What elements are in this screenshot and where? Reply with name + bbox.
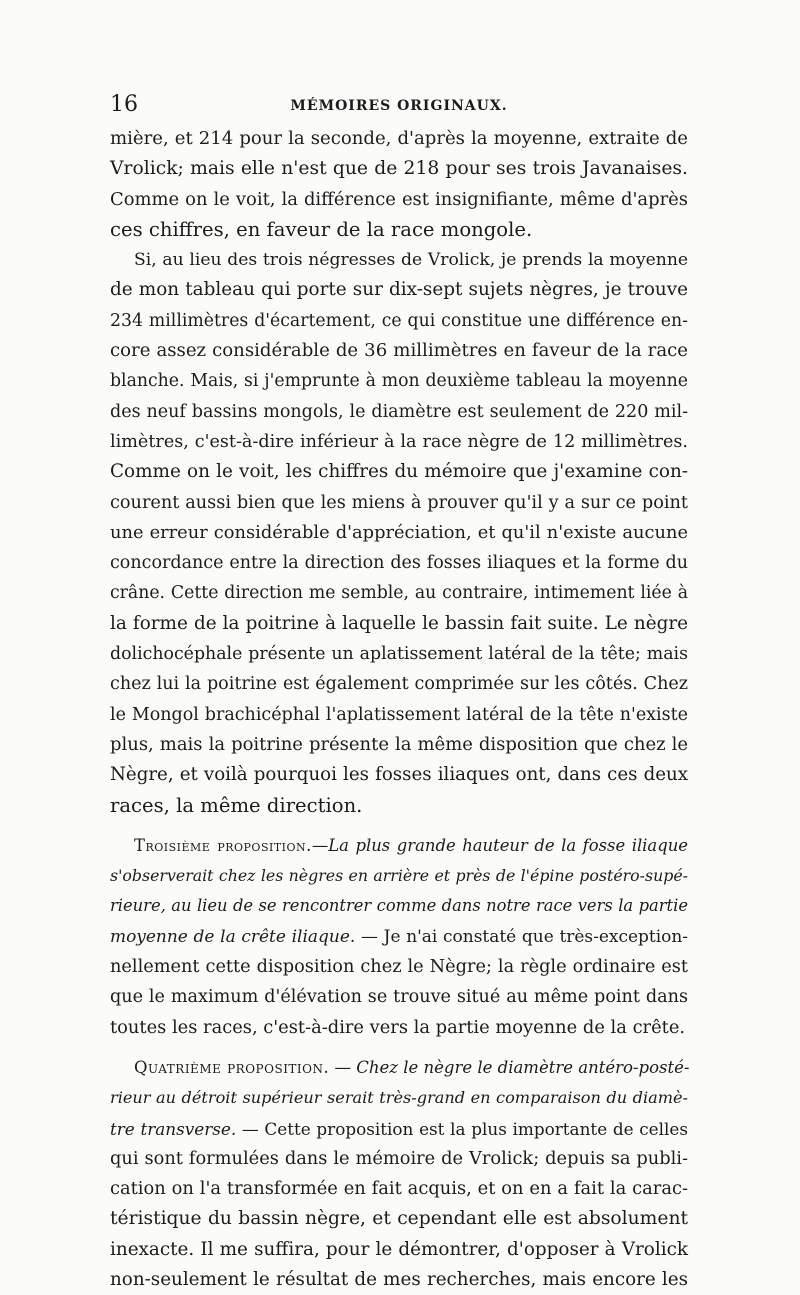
text-line: toutes les races, c'est-à-dire vers la partie moyenne de la crête. bbox=[110, 1016, 686, 1038]
text-line: que le maximum d'élévation se trouve situé au même point dans bbox=[110, 987, 688, 1008]
text-line: mière, et 214 pour la seconde, d'après la moyenne, extraite de bbox=[110, 128, 688, 149]
paragraph bbox=[110, 124, 688, 245]
proposition-heading: Quatrième proposition. bbox=[134, 1057, 330, 1077]
proposition-heading: Troisième proposition. bbox=[134, 835, 312, 855]
text-line: de mon tableau qui porte sur dix-sept sujets nègres, je trouve bbox=[110, 279, 688, 301]
text-line: Vrolick; mais elle n'est que de 218 pour ses trois Javanaises. bbox=[110, 158, 688, 180]
text-line: rieure, au lieu de se rencontrer comme dans notre race vers la partie bbox=[110, 896, 688, 916]
text-line: téristique du bassin nègre, et cependant elle est absolument bbox=[110, 1208, 688, 1230]
text-line: limètres, c'est-à-dire inférieur à la race nègre de 12 millimètres. bbox=[110, 431, 688, 452]
text-line: s'observerait chez les nègres en arrière et près de l'épine postéro-supé- bbox=[110, 866, 688, 886]
page-number: 16 bbox=[110, 92, 138, 117]
body-text bbox=[110, 124, 688, 1295]
proposition-statement: La plus grande hauteur de la fosse iliaque bbox=[328, 835, 688, 855]
text-line: le Mongol brachicéphal l'aplatissement latéral de la tête n'existe bbox=[110, 704, 688, 725]
text-line: Comme on le voit, les chiffres du mémoire que j'examine con- bbox=[110, 461, 688, 483]
text-line bbox=[110, 922, 688, 952]
proposition-four bbox=[110, 1053, 688, 1295]
text-line: dolichocéphale présente un aplatissement latéral de la tête; mais bbox=[110, 644, 688, 665]
text-line: chez lui la poitrine est également comprimée sur les côtés. Chez bbox=[110, 674, 688, 695]
text-line: rieur au détroit supérieur serait très-grand en comparaison du diamè- bbox=[110, 1088, 688, 1108]
text-line: Troisième proposition.—La plus grande hauteur de la fosse iliaque bbox=[134, 835, 688, 855]
document-page bbox=[110, 92, 688, 1295]
text-line: crâne. Cette direction me semble, au contraire, intimement liée à bbox=[110, 583, 688, 604]
text-line: qui sont formulées dans le mémoire de Vrolick; depuis sa publi- bbox=[110, 1147, 688, 1169]
text-line: la forme de la poitrine à laquelle le bassin fait suite. Le nègre bbox=[110, 612, 688, 634]
text-line: courent aussi bien que les miens à prouver qu'il y a sur ce point bbox=[110, 492, 688, 513]
proposition-comment: — Je n'ai constaté que très-exception- bbox=[355, 926, 688, 947]
text-line: Si, au lieu des trois négresses de Vrolick, je prends la moyenne bbox=[134, 250, 688, 271]
text-line: cation on l'a transformée en fait acquis, et on en a fait la carac- bbox=[110, 1178, 688, 1200]
text-line: plus, mais la poitrine présente la même disposition que chez le bbox=[110, 733, 688, 755]
proposition-three bbox=[110, 831, 688, 1043]
paragraph bbox=[110, 245, 688, 821]
text-line bbox=[110, 1053, 688, 1083]
proposition-statement: tre transverse. bbox=[110, 1118, 237, 1139]
proposition-statement: — Chez le nègre le diamètre antéro-posté- bbox=[329, 1057, 690, 1077]
text-line: nellement cette disposition chez le Nègre; la règle ordinaire est bbox=[110, 957, 688, 978]
text-line: ces chiffres, en faveur de la race mongole. bbox=[110, 217, 533, 241]
text-line bbox=[110, 1114, 688, 1144]
text-line: des neuf bassins mongols, le diamètre est seulement de 220 mil- bbox=[110, 401, 688, 422]
text-line: une erreur considérable d'appréciation, et qu'il n'existe aucune bbox=[110, 521, 688, 543]
proposition-statement: moyenne de la crête iliaque. bbox=[110, 926, 356, 947]
text-line: core assez considérable de 36 millimètres en faveur de la race bbox=[110, 340, 688, 362]
text-line: 234 millimètres d'écartement, ce qui constitue une différence en- bbox=[110, 310, 688, 331]
text-line: Nègre, et voilà pourquoi les fosses iliaques ont, dans ces deux bbox=[110, 764, 688, 786]
text-line: inexacte. Il me suffira, pour le démontrer, d'opposer à Vrolick bbox=[110, 1238, 688, 1260]
running-title: MÉMOIRES ORIGINAUX. bbox=[290, 98, 508, 114]
text-line: races, la même direction. bbox=[110, 793, 363, 817]
text-line: non-seulement le résultat de mes recherches, mais encore les bbox=[110, 1268, 688, 1290]
proposition-comment: — Cette proposition est la plus importante de celles bbox=[236, 1118, 688, 1139]
page-header bbox=[110, 92, 688, 124]
text-line: concordance entre la direction des fosses iliaques et la forme du bbox=[110, 553, 688, 574]
text-line: Comme on le voit, la différence est insignifiante, même d'après bbox=[110, 188, 688, 210]
text-line: blanche. Mais, si j'emprunte à mon deuxième tableau la moyenne bbox=[110, 371, 688, 392]
